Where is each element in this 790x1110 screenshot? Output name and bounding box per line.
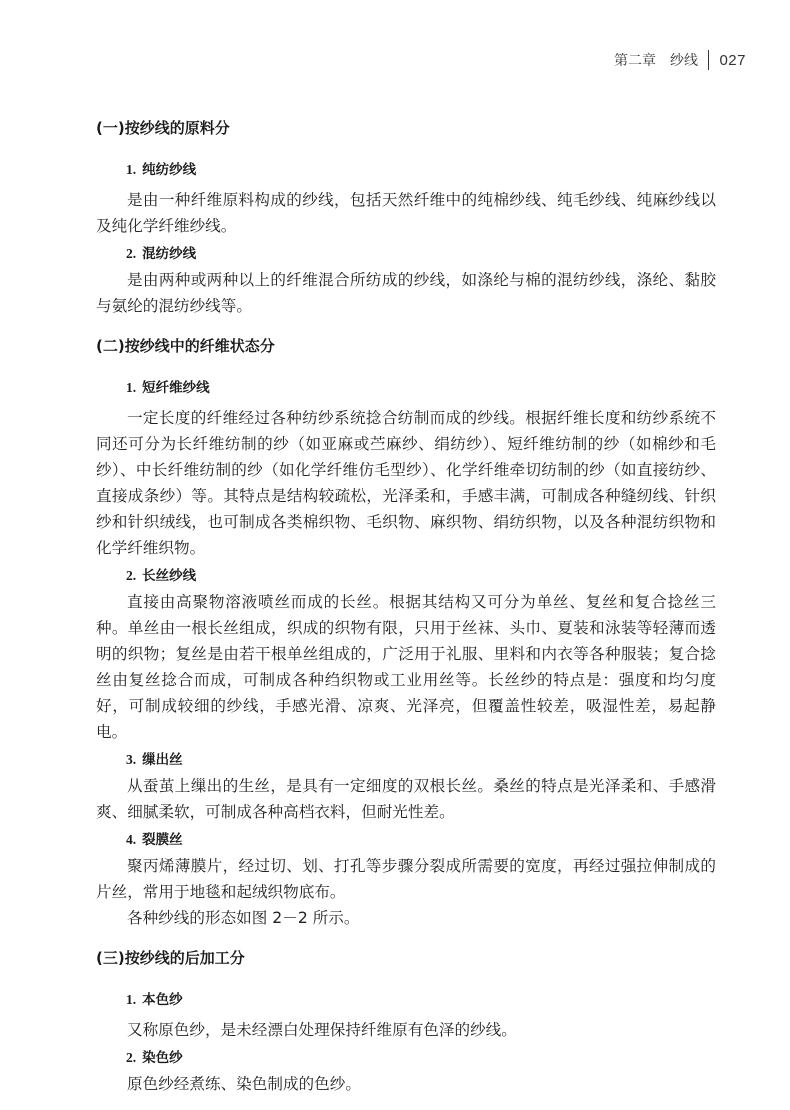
section-heading: (一)按纱线的原料分 [96,119,230,137]
subsection-title: 短纤维纱线 [142,380,210,396]
subsection-heading [96,563,716,589]
page-body [96,113,716,1097]
subsection-heading [96,375,716,401]
figure-reference: 各种纱线的形态如图 2－2 所示。 [127,909,360,927]
paragraph: 是由两种或两种以上的纤维混合所纺成的纱线，如涤纶与棉的混纺纱线，涤纶、黏胶与氨纶的混纺纱线等。 [96,271,716,315]
subsection-number: 2. [126,246,137,261]
subsection-heading [96,987,716,1013]
subsection-title: 裂膜丝 [142,832,183,848]
subsection-title: 缫出丝 [142,752,183,768]
subsection-title: 混纺纱线 [142,246,197,262]
subsection-number: 1. [126,380,137,395]
paragraph: 一定长度的纤维经过各种纺纱系统捻合纺制而成的纱线。根据纤维长度和纺纱系统不同还可分为长纤维纺制的纱（如亚麻或苎麻纱、绢纺纱）、短纤维纺制的纱（如棉纱和毛纱）、中长纤维纺制的纱（如化学纤维仿毛型纱）、化学纤维牵切纺制的纱（如直接纺纱、直接成条纱）等。其特点是结构较疏松，光泽柔和，手感丰满，可制成各种缝纫线、针织纱和针织绒线，也可制成各类棉织物、毛织物、麻织物、绢纺织物，以及各种混纺织物和化学纤维织物。 [96,409,716,557]
subsection-number: 1. [126,992,137,1007]
subsection-heading [96,1045,716,1071]
chapter-title: 第二章 纱线 [613,53,698,69]
subsection-number: 1. [126,162,137,177]
page-number: 027 [719,51,746,69]
subsection-number: 4. [126,832,137,847]
subsection-title: 纯纺纱线 [142,162,197,178]
running-header [614,50,746,70]
subsection-heading [96,827,716,853]
subsection-heading [96,241,716,267]
paragraph: 从蚕茧上缫出的生丝，是具有一定细度的双根长丝。桑丝的特点是光泽柔和、手感滑爽、细腻柔软，可制成各种高档衣料，但耐光性差。 [96,777,716,821]
paragraph: 是由一种纤维原料构成的纱线，包括天然纤维中的纯棉纱线、纯毛纱线、纯麻纱线以及纯化学纤维纱线。 [96,191,716,235]
subsection-title: 长丝纱线 [142,568,197,584]
paragraph: 直接由高聚物溶液喷丝而成的长丝。根据其结构又可分为单丝、复丝和复合捻丝三种。单丝由一根长丝组成，织成的织物有限，只用于丝袜、头巾、夏装和泳装等轻薄而透明的织物；复丝是由若干根单丝组成的，广泛用于礼服、里料和内衣等各种服装；复合捻丝由复丝捻合而成，可制成各种绉织物或工业用丝等。长丝纱的特点是：强度和均匀度好，可制成较细的纱线，手感光滑、凉爽、光泽亮，但覆盖性较差，吸湿性差，易起静电。 [96,593,716,741]
subsection-number: 2. [126,568,137,583]
subsection-number: 3. [126,752,137,767]
subsection-heading [96,747,716,773]
section-heading: (三)按纱线的后加工分 [96,949,245,967]
header-divider [708,50,710,70]
subsection-heading [96,157,716,183]
paragraph: 原色纱经煮练、染色制成的色纱。 [127,1075,361,1093]
subsection-title: 染色纱 [142,1050,183,1066]
section-heading: (二)按纱线中的纤维状态分 [96,337,275,355]
paragraph: 又称原色纱，是未经漂白处理保持纤维原有色泽的纱线。 [127,1021,517,1039]
subsection-number: 2. [126,1050,137,1065]
subsection-title: 本色纱 [142,992,183,1008]
paragraph: 聚丙烯薄膜片，经过切、划、打孔等步骤分裂成所需要的宽度，再经过强拉伸制成的片丝，常用于地毯和起绒织物底布。 [96,857,716,901]
